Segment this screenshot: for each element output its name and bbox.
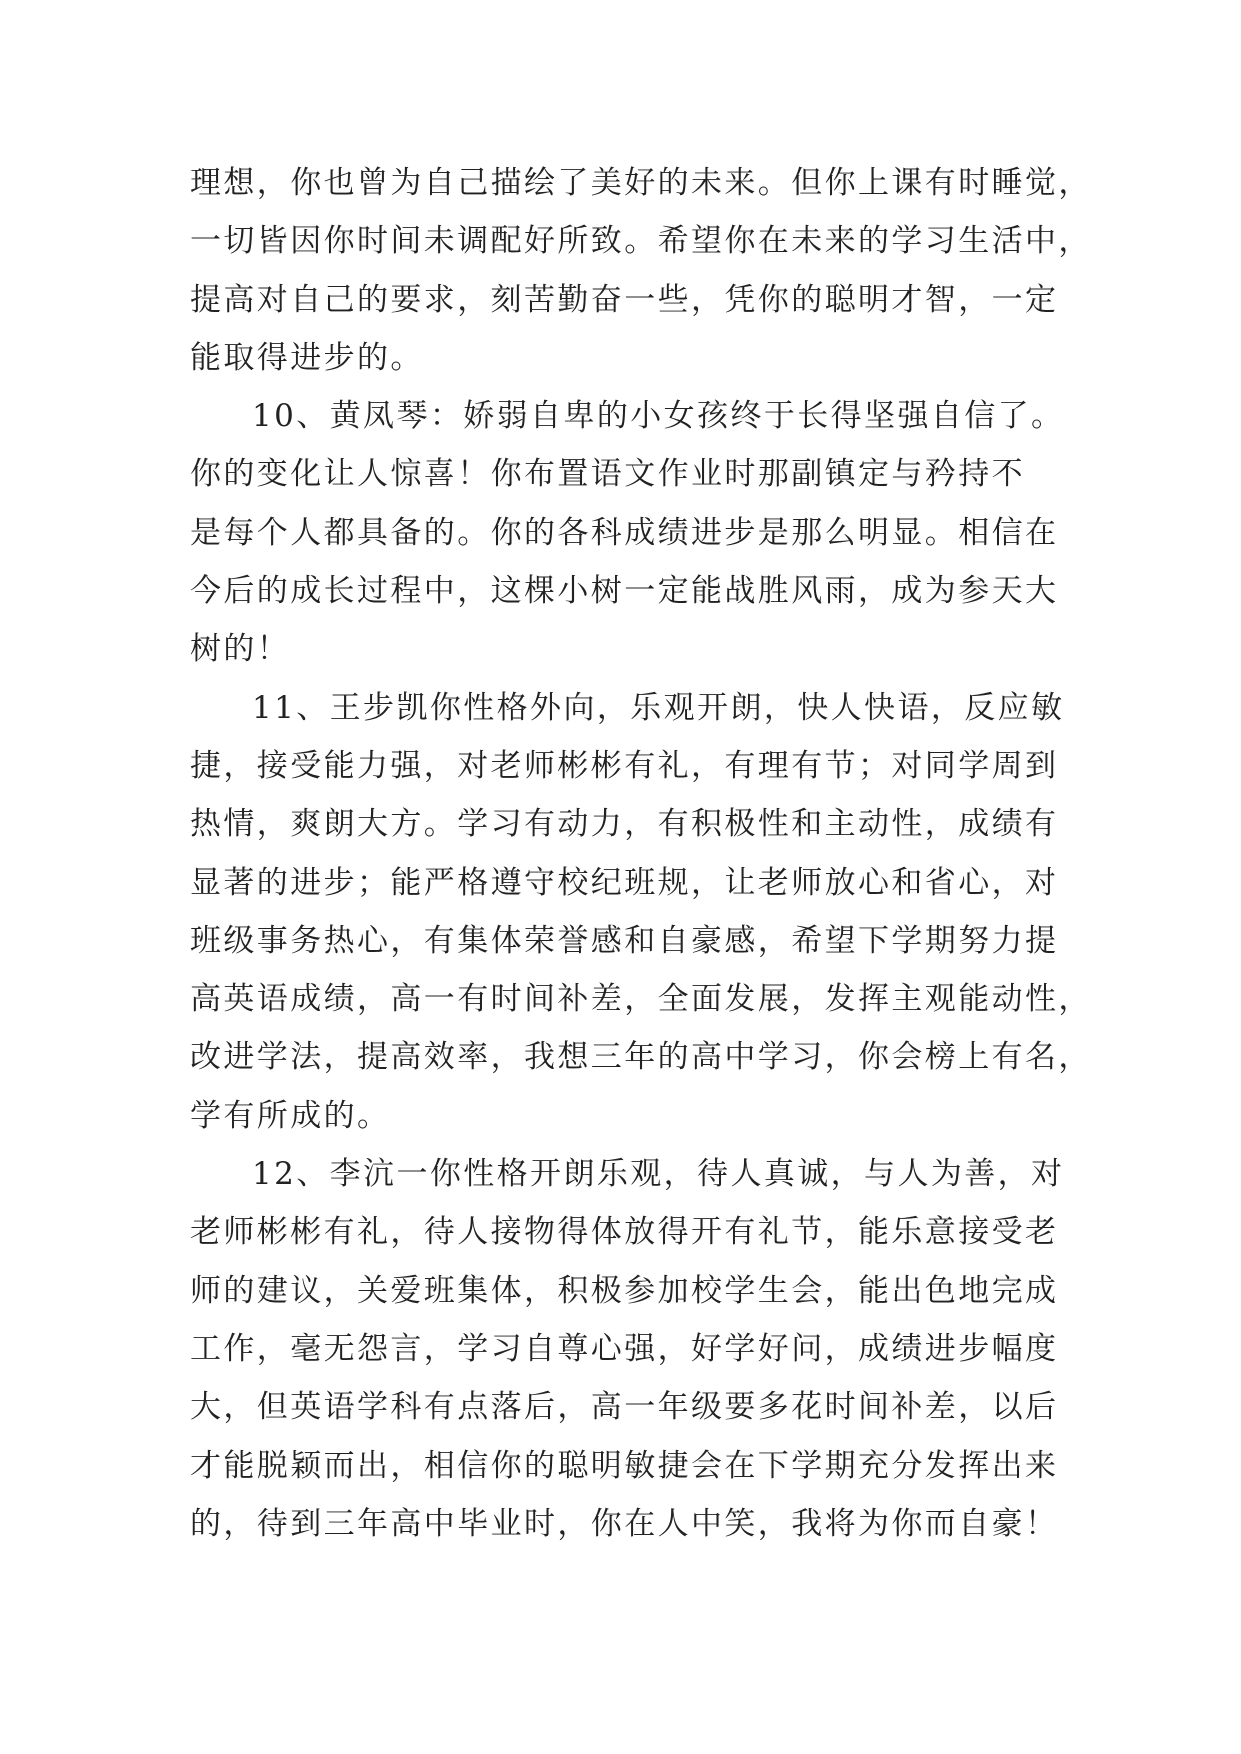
text-line: 捷，接受能力强，对老师彬彬有礼，有理有节；对同学周到 [190,747,1059,784]
paragraph-start-line: 11、王步凯你性格外向，乐观开朗，快人快语，反应敏 [252,689,1065,726]
text-line: 学有所成的。 [190,1097,391,1134]
text-line: 树的！ [190,631,291,668]
text-line: 热情，爽朗大方。学习有动力，有积极性和主动性，成绩有 [190,806,1059,843]
text-line: 一切皆因你时间未调配好所致。希望你在未来的学习生活中， [190,223,1092,260]
body-text [190,154,1090,1553]
text-line: 高英语成绩，高一有时间补差，全面发展，发挥主观能动性， [190,981,1092,1018]
text-line: 师的建议，关爱班集体，积极参加校学生会，能出色地完成 [190,1272,1059,1309]
text-line: 工作，毫无怨言，学习自尊心强，好学好问，成绩进步幅度 [190,1330,1059,1367]
text-line: 大，但英语学科有点落后，高一年级要多花时间补差，以后 [190,1389,1059,1426]
text-line: 才能脱颖而出，相信你的聪明敏捷会在下学期充分发挥出来 [190,1447,1059,1484]
text-line: 显著的进步；能严格遵守校纪班规，让老师放心和省心，对 [190,864,1059,901]
text-line: 能取得进步的。 [190,339,424,376]
paragraph-start-line: 12、李沆一你性格开朗乐观，待人真诚，与人为善，对 [252,1156,1065,1193]
text-line: 班级事务热心，有集体荣誉感和自豪感，希望下学期努力提 [190,922,1059,959]
text-line: 老师彬彬有礼，待人接物得体放得开有礼节，能乐意接受老 [190,1214,1059,1251]
text-line: 是每个人都具备的。你的各科成绩进步是那么明显。相信在 [190,514,1059,551]
text-line: 你的变化让人惊喜！你布置语文作业时那副镇定与矜持不 [190,456,1025,493]
text-line: 的，待到三年高中毕业时，你在人中笑，我将为你而自豪！ [190,1505,1059,1542]
text-line: 理想，你也曾为自己描绘了美好的未来。但你上课有时睡觉， [190,165,1092,201]
text-line: 今后的成长过程中，这棵小树一定能战胜风雨，成为参天大 [190,573,1059,610]
paragraph-start-line: 10、黄凤琴：娇弱自卑的小女孩终于长得坚强自信了。 [252,398,1065,435]
text-line: 改进学法，提高效率，我想三年的高中学习，你会榜上有名， [190,1039,1092,1076]
text-line: 提高对自己的要求，刻苦勤奋一些，凭你的聪明才智，一定 [190,281,1059,318]
